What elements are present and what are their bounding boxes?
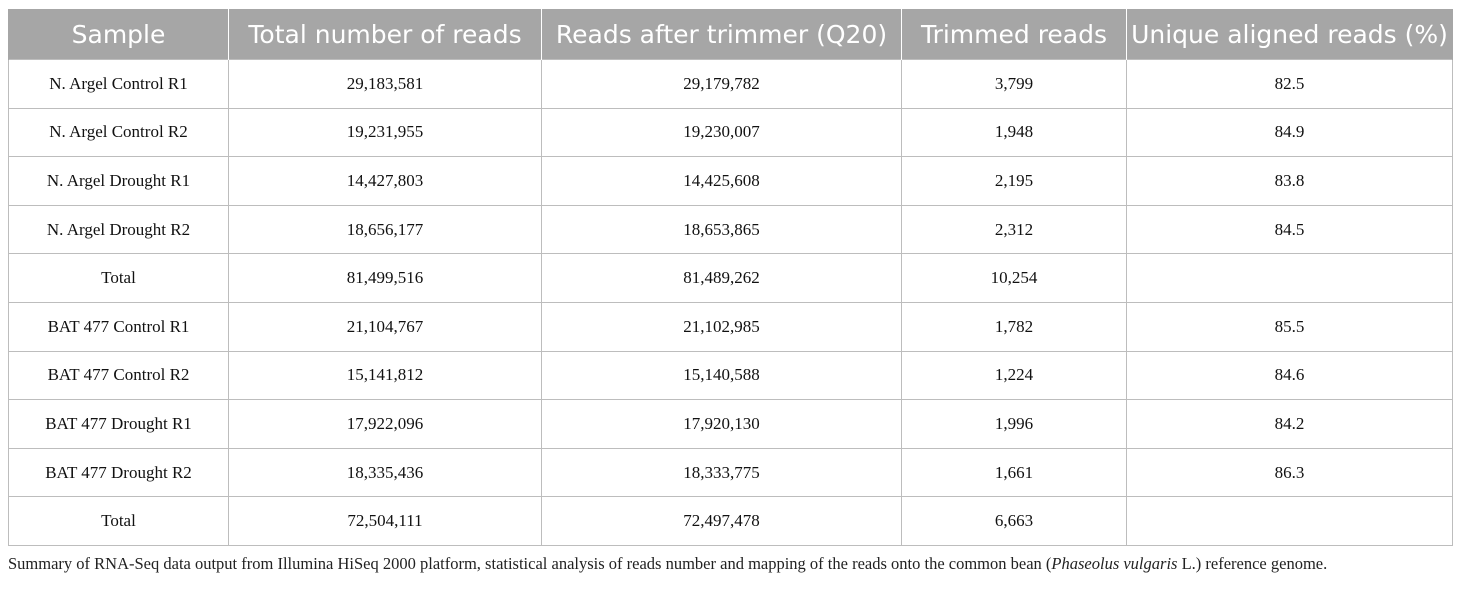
data-table-container [8, 9, 1452, 575]
header-trimmed-reads: Trimmed reads [902, 9, 1127, 60]
cell-trimmed-reads: 3,799 [902, 60, 1127, 109]
table-row [9, 400, 1453, 449]
cell-sample: N. Argel Drought R2 [9, 205, 229, 254]
cell-total-reads: 15,141,812 [229, 351, 542, 400]
cell-sample: BAT 477 Drought R2 [9, 448, 229, 497]
cell-reads-after-trimmer: 72,497,478 [542, 497, 902, 546]
table-row [9, 351, 1453, 400]
cell-reads-after-trimmer: 18,653,865 [542, 205, 902, 254]
cell-sample: N. Argel Control R1 [9, 60, 229, 109]
cell-trimmed-reads: 1,661 [902, 448, 1127, 497]
cell-reads-after-trimmer: 18,333,775 [542, 448, 902, 497]
cell-trimmed-reads: 1,224 [902, 351, 1127, 400]
cell-unique-aligned: 84.2 [1127, 400, 1453, 449]
cell-unique-aligned: 84.6 [1127, 351, 1453, 400]
caption-text-after: L.) reference genome. [1177, 553, 1328, 573]
cell-total-reads: 18,335,436 [229, 448, 542, 497]
cell-reads-after-trimmer: 14,425,608 [542, 157, 902, 206]
cell-reads-after-trimmer: 81,489,262 [542, 254, 902, 303]
caption-species: Phaseolus vulgaris [1051, 553, 1178, 573]
cell-unique-aligned: 86.3 [1127, 448, 1453, 497]
cell-unique-aligned: 82.5 [1127, 60, 1453, 109]
cell-unique-aligned: 84.5 [1127, 205, 1453, 254]
cell-total-reads: 29,183,581 [229, 60, 542, 109]
cell-total-reads: 18,656,177 [229, 205, 542, 254]
cell-sample: BAT 477 Drought R1 [9, 400, 229, 449]
cell-sample: BAT 477 Control R2 [9, 351, 229, 400]
table-row [9, 254, 1453, 303]
cell-trimmed-reads: 1,948 [902, 108, 1127, 157]
table-caption [8, 552, 1452, 575]
cell-reads-after-trimmer: 17,920,130 [542, 400, 902, 449]
cell-sample: BAT 477 Control R1 [9, 302, 229, 351]
table-row [9, 108, 1453, 157]
header-reads-after-trimmer: Reads after trimmer (Q20) [542, 9, 902, 60]
cell-total-reads: 14,427,803 [229, 157, 542, 206]
table-row [9, 302, 1453, 351]
header-row [9, 9, 1453, 60]
cell-unique-aligned [1127, 254, 1453, 303]
table-row [9, 448, 1453, 497]
table-row [9, 205, 1453, 254]
cell-unique-aligned: 83.8 [1127, 157, 1453, 206]
cell-unique-aligned: 85.5 [1127, 302, 1453, 351]
caption-text-before: Summary of RNA-Seq data output from Illumina HiSeq 2000 platform, statistical analysis of reads number and mapping of the reads onto the common bean ( [8, 553, 1052, 573]
cell-reads-after-trimmer: 19,230,007 [542, 108, 902, 157]
cell-unique-aligned: 84.9 [1127, 108, 1453, 157]
table-row [9, 497, 1453, 546]
table-header [9, 9, 1453, 60]
cell-total-reads: 17,922,096 [229, 400, 542, 449]
cell-total-reads: 72,504,111 [229, 497, 542, 546]
cell-trimmed-reads: 1,782 [902, 302, 1127, 351]
cell-sample: N. Argel Drought R1 [9, 157, 229, 206]
cell-trimmed-reads: 1,996 [902, 400, 1127, 449]
cell-trimmed-reads: 2,312 [902, 205, 1127, 254]
header-sample: Sample [9, 9, 229, 60]
cell-total-reads: 19,231,955 [229, 108, 542, 157]
table-body [9, 60, 1453, 546]
cell-sample: Total [9, 254, 229, 303]
cell-trimmed-reads: 10,254 [902, 254, 1127, 303]
cell-reads-after-trimmer: 21,102,985 [542, 302, 902, 351]
header-unique-aligned: Unique aligned reads (%) [1127, 9, 1453, 60]
cell-unique-aligned [1127, 497, 1453, 546]
cell-sample: N. Argel Control R2 [9, 108, 229, 157]
cell-trimmed-reads: 6,663 [902, 497, 1127, 546]
cell-total-reads: 21,104,767 [229, 302, 542, 351]
table-row [9, 157, 1453, 206]
cell-sample: Total [9, 497, 229, 546]
reads-summary-table [8, 9, 1453, 546]
header-total-reads: Total number of reads [229, 9, 542, 60]
cell-reads-after-trimmer: 29,179,782 [542, 60, 902, 109]
table-row [9, 60, 1453, 109]
cell-reads-after-trimmer: 15,140,588 [542, 351, 902, 400]
cell-total-reads: 81,499,516 [229, 254, 542, 303]
cell-trimmed-reads: 2,195 [902, 157, 1127, 206]
